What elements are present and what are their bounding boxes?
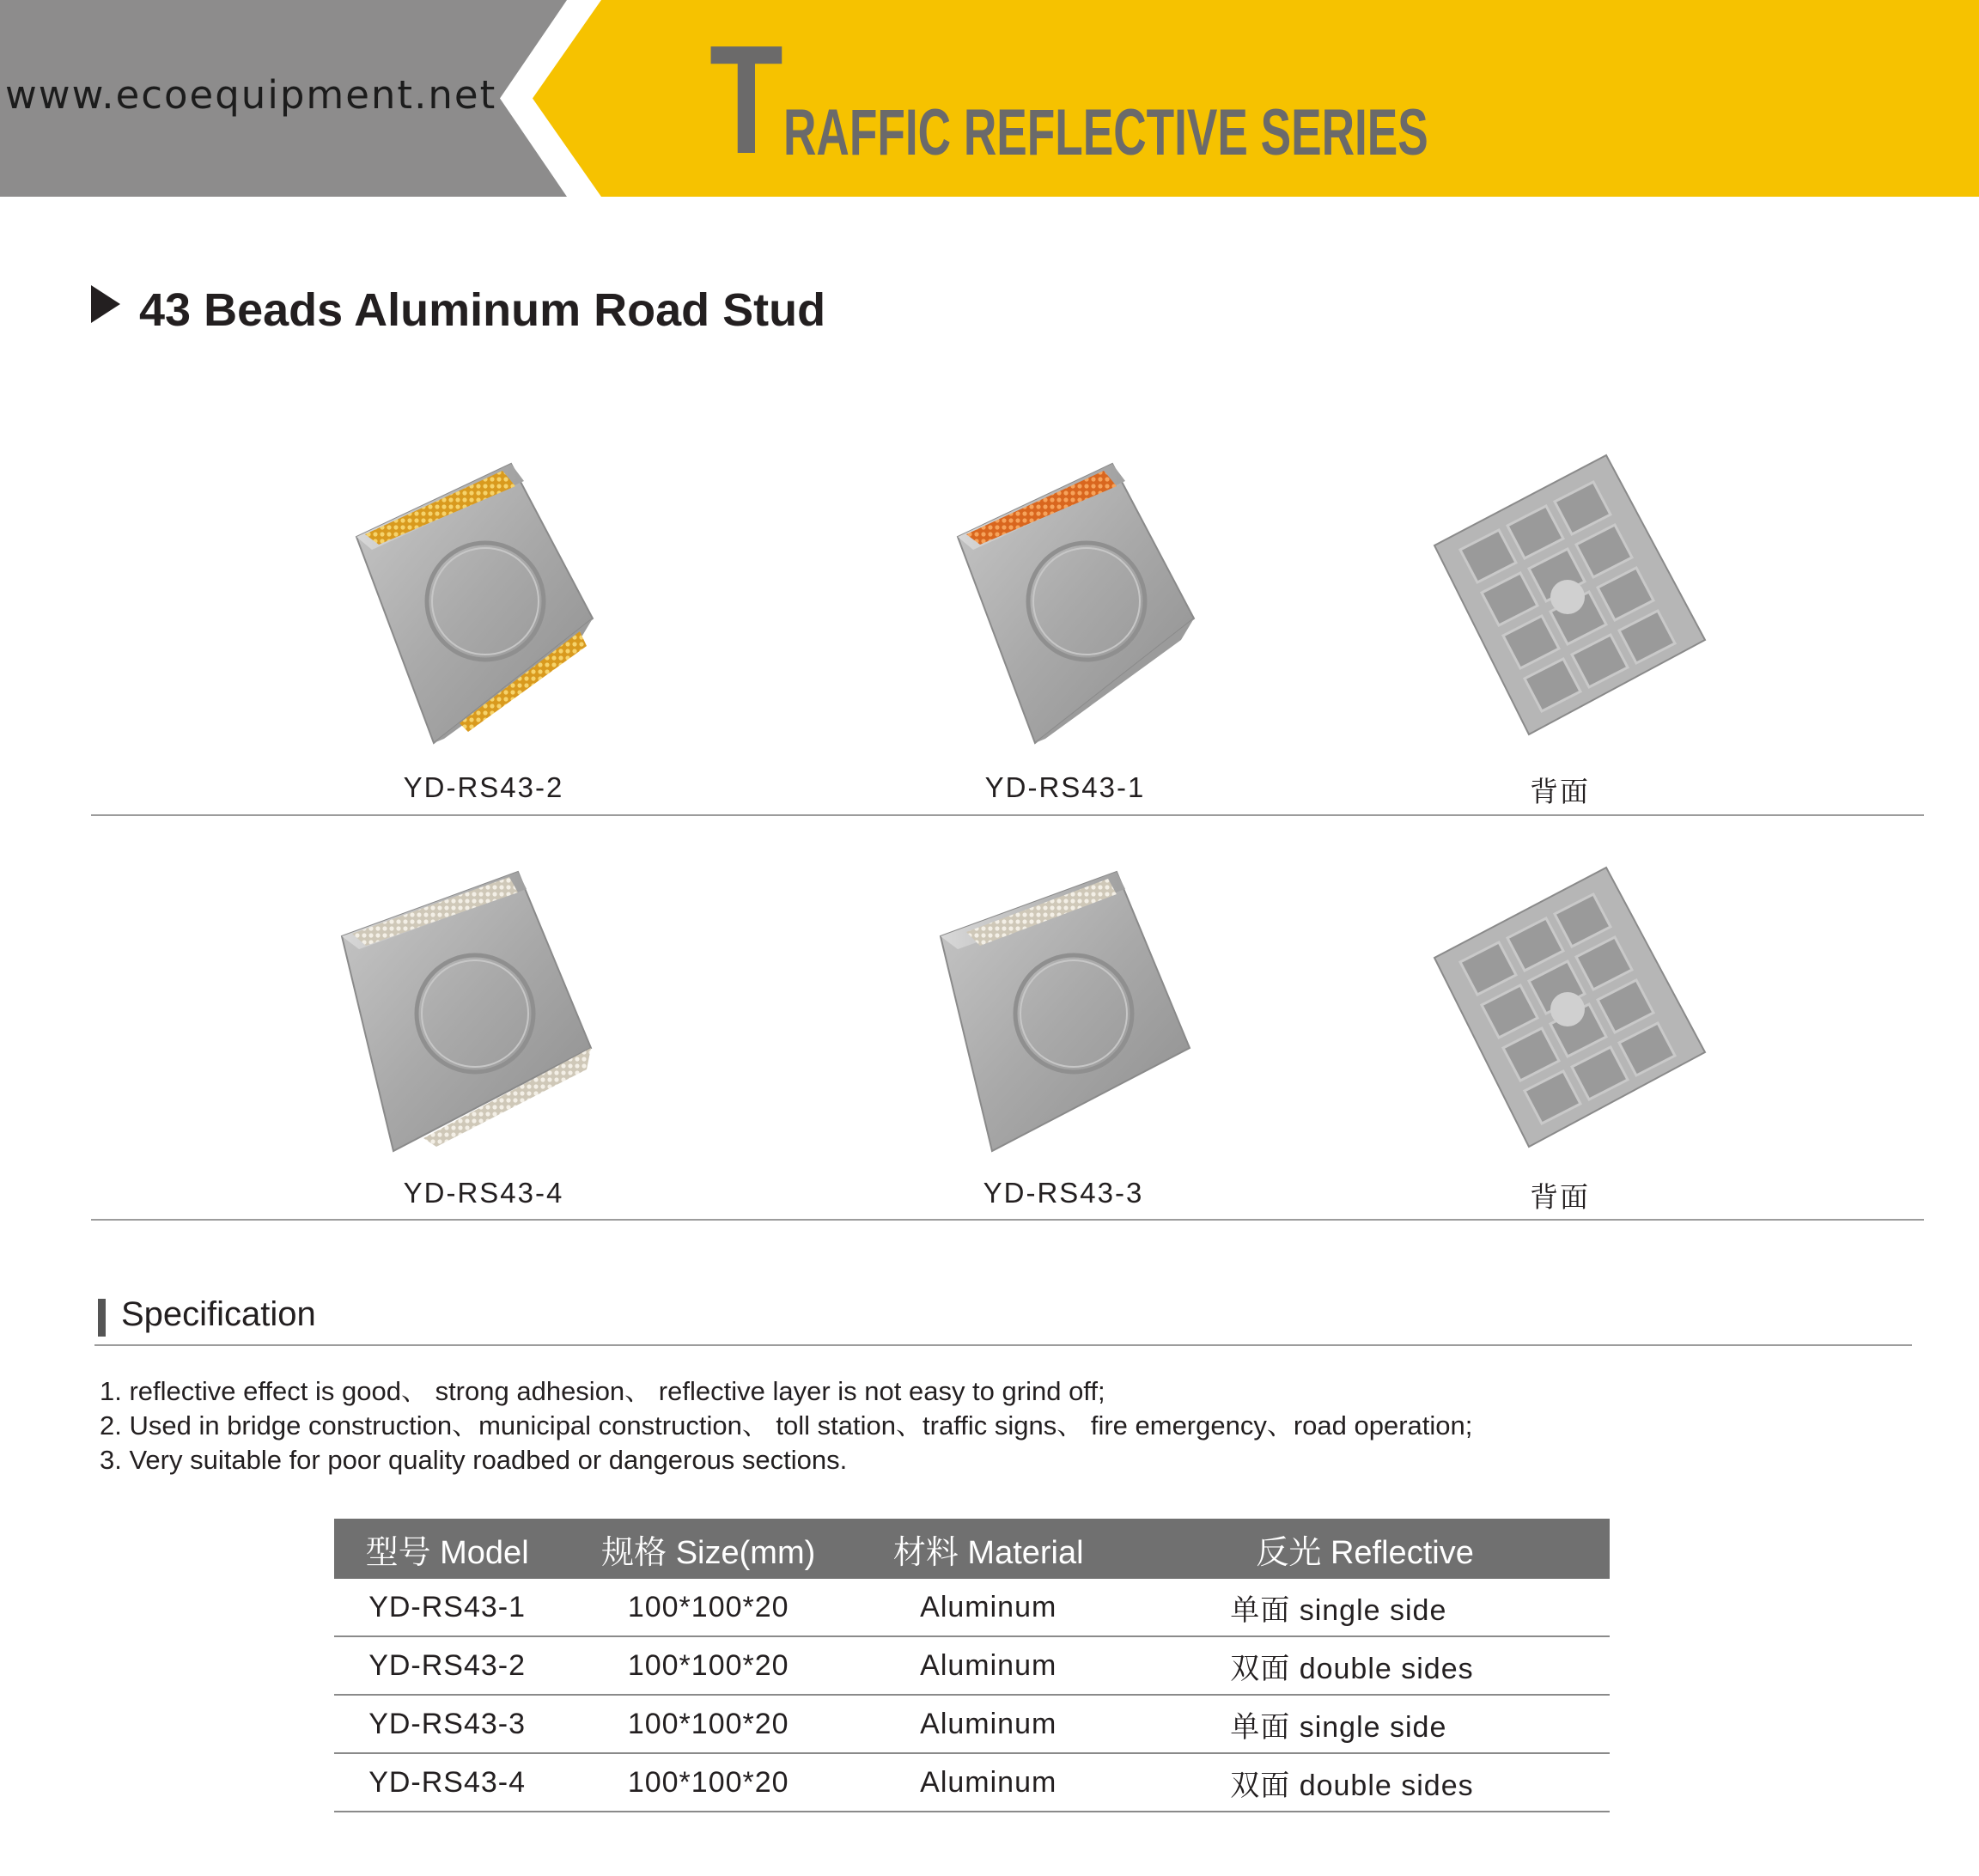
cell-size: 100*100*20: [560, 1753, 856, 1812]
spec-item: 3. Very suitable for poor quality roadbed or dangerous sections.: [100, 1445, 848, 1475]
cell-material: Aluminum: [856, 1695, 1120, 1753]
row-divider: [91, 1219, 1924, 1221]
section-arrow-icon: [91, 285, 120, 323]
cell-model: YD-RS43-3: [334, 1695, 560, 1753]
cell-model: YD-RS43-1: [334, 1579, 560, 1636]
spec-item: 1. reflective effect is good、 strong adhesion、 reflective layer is not easy to grind off;: [100, 1376, 1105, 1406]
section-title: 43 Beads Aluminum Road Stud: [139, 284, 826, 336]
cell-model: YD-RS43-4: [334, 1753, 560, 1812]
series-title-rest: RAFFIC REFLECTIVE SERIES: [783, 96, 1428, 169]
spec-title: Specification: [121, 1295, 316, 1333]
cell-material: Aluminum: [856, 1636, 1120, 1695]
cell-size: 100*100*20: [560, 1695, 856, 1753]
cell-reflective: 双面 double sides: [1120, 1636, 1610, 1695]
product-caption: YD-RS43-3: [983, 1177, 1144, 1209]
cell-model: YD-RS43-2: [334, 1636, 560, 1695]
cell-reflective: 单面 single side: [1120, 1579, 1610, 1636]
product-caption: 背面: [1530, 1181, 1590, 1213]
product-image-yd-rs43-3: [932, 863, 1207, 1164]
column-header-material: 材料 Material: [856, 1519, 1120, 1579]
column-header-size: 规格 Size(mm): [560, 1519, 856, 1579]
spec-list: [100, 1374, 1472, 1477]
row-divider: [91, 814, 1924, 816]
product-caption: 背面: [1530, 776, 1590, 807]
cell-reflective: 双面 double sides: [1120, 1753, 1610, 1812]
product-image-yd-rs43-2: [331, 455, 606, 756]
product-image-yd-rs43-4: [333, 863, 608, 1164]
product-caption: YD-RS43-2: [403, 771, 564, 803]
header-banner: [0, 0, 1979, 197]
cell-material: Aluminum: [856, 1579, 1120, 1636]
series-title-initial: T: [709, 14, 783, 186]
table-row: [334, 1695, 1610, 1753]
product-image-yd-rs43-1: [932, 455, 1207, 756]
spec-item: 2. Used in bridge construction、municipal construction、 toll station、traffic signs、 fire emergency、road operation;: [100, 1410, 1473, 1440]
product-image-back-1: [1426, 451, 1709, 743]
cell-material: Aluminum: [856, 1753, 1120, 1812]
table-header-row: [334, 1519, 1610, 1579]
column-header-reflective: 反光 Reflective: [1120, 1519, 1610, 1579]
spec-divider: [94, 1344, 1912, 1346]
table-row: [334, 1636, 1610, 1695]
product-image-back-2: [1426, 863, 1709, 1155]
product-caption: YD-RS43-4: [403, 1177, 564, 1209]
product-caption: YD-RS43-1: [984, 771, 1146, 803]
table-row: [334, 1579, 1610, 1636]
website-url[interactable]: www.ecoequipment.net: [5, 72, 497, 118]
cell-size: 100*100*20: [560, 1636, 856, 1695]
spec-table: [334, 1519, 1610, 1812]
column-header-model: 型号 Model: [334, 1519, 560, 1579]
spec-marker: [98, 1299, 106, 1337]
table-row: [334, 1753, 1610, 1812]
cell-reflective: 单面 single side: [1120, 1695, 1610, 1753]
cell-size: 100*100*20: [560, 1579, 856, 1636]
